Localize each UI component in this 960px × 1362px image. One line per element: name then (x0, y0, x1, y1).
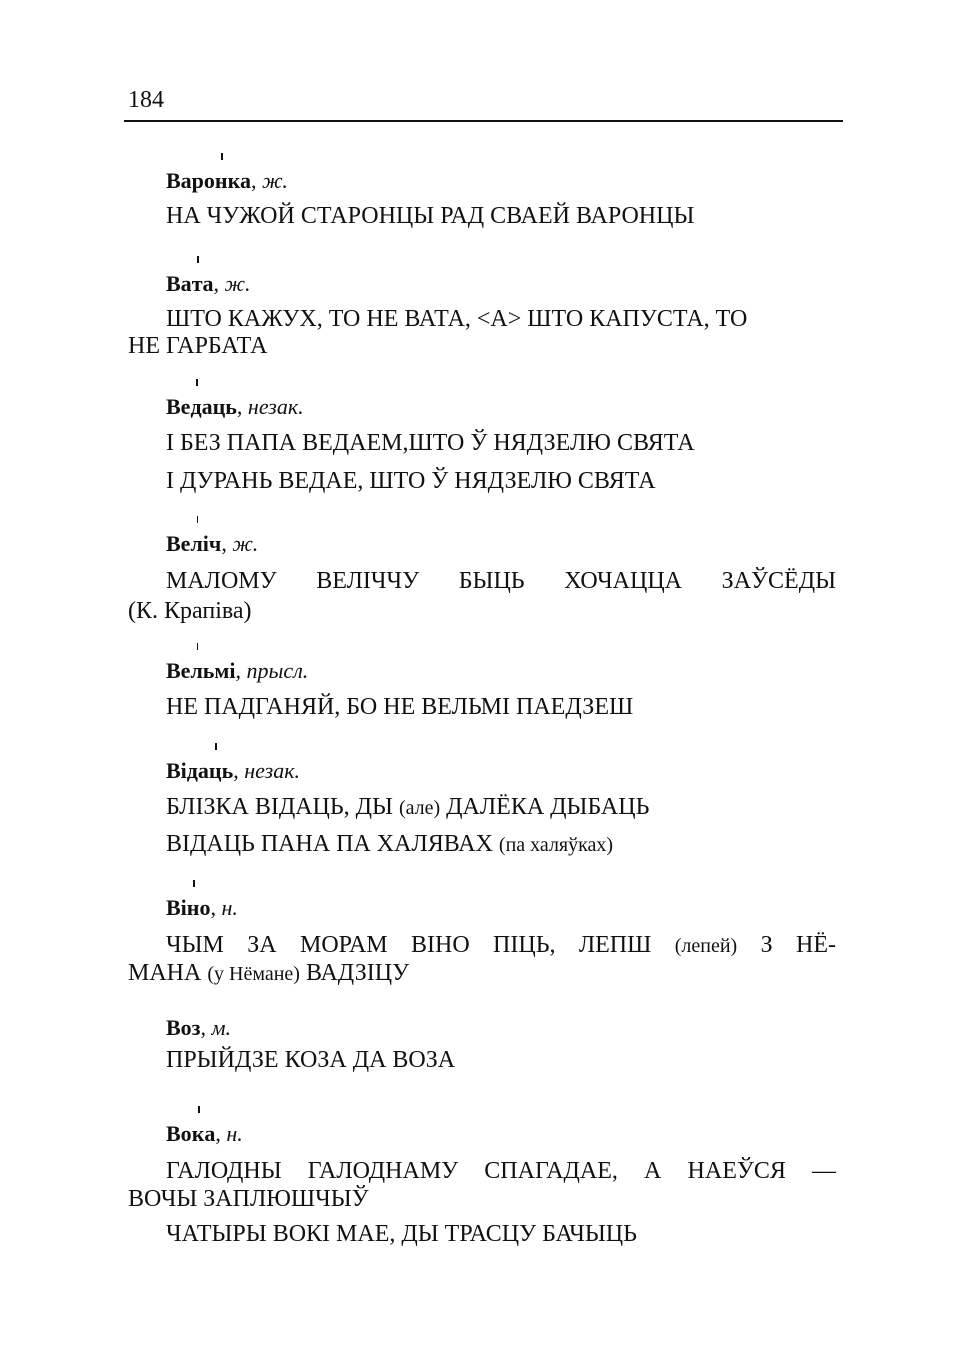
attribution: (К. Крапіва) (128, 598, 252, 624)
proverb-line: МАЛОМУ ВЕЛІЧЧУ БЫЦЬ ХОЧАЦЦА ЗАЎСЁДЫ (166, 568, 836, 594)
grammar-label: ж. (261, 168, 288, 193)
variant-note: (але) (398, 797, 441, 819)
headword: Відаць, незак. (166, 758, 301, 783)
proverb-line: НЕ ПАДГАНЯЙ, БО НЕ ВЕЛЬМІ ПАЕДЗЕШ (166, 694, 634, 720)
grammar-label: незак. (244, 758, 301, 783)
headword-text: Відаць (166, 758, 234, 783)
proverb-line: ВОЧЫ ЗАПЛЮШЧЫЎ (128, 1186, 369, 1212)
headword: Варонка, ж. (166, 168, 288, 193)
headword: Веліч, ж. (166, 531, 259, 556)
headword-text: Ведаць (166, 394, 237, 419)
proverb-line: БЛІЗКА ВІДАЦЬ, ДЫ (але) ДАЛЁКА ДЫБАЦЬ (166, 794, 650, 820)
variant-note: (у Нёмане) (207, 963, 300, 985)
grammar-label: прысл. (246, 658, 309, 683)
page-number: 184 (128, 87, 164, 113)
variant-note: (лепей) (674, 935, 738, 957)
variant-note: (па халяўках) (498, 834, 614, 856)
proverb-line: НА ЧУЖОЙ СТАРОНЦЫ РАД СВАЕЙ ВАРОНЦЫ (166, 203, 695, 229)
headword: Вельмі, прысл. (166, 658, 309, 683)
headword-text: Віно (166, 895, 211, 920)
proverb-line: ВІДАЦЬ ПАНА ПА ХАЛЯВАХ (па халяўках) (166, 831, 614, 857)
proverb-line: І ДУРАНЬ ВЕДАЕ, ШТО Ў НЯДЗЕЛЮ СВЯТА (166, 468, 656, 494)
headword-text: Веліч (166, 531, 222, 556)
headword-text: Вельмі (166, 658, 236, 683)
proverb-line: ПРЫЙДЗЕ КОЗА ДА ВОЗА (166, 1047, 456, 1073)
headword-text: Воз (166, 1015, 201, 1040)
grammar-label: н. (221, 895, 238, 920)
headword: Вата, ж. (166, 271, 251, 296)
proverb-line: НЕ ГАРБАТА (128, 333, 268, 359)
headword: Ведаць, незак. (166, 394, 304, 419)
grammar-label: м. (211, 1015, 232, 1040)
grammar-label: незак. (247, 394, 304, 419)
proverb-line: ШТО КАЖУХ, ТО НЕ ВАТА, <А> ШТО КАПУСТА, ТО (166, 306, 748, 332)
grammar-label: н. (226, 1121, 243, 1146)
headword-text: Варонка (166, 168, 251, 193)
proverb-line: ЧАТЫРЫ ВОКІ МАЕ, ДЫ ТРАСЦУ БАЧЫЦЬ (166, 1221, 637, 1247)
grammar-label: ж. (232, 531, 259, 556)
headword-text: Вата (166, 271, 214, 296)
proverb-line: ГАЛОДНЫ ГАЛОДНАМУ СПАГАДАЕ, А НАЕЎСЯ — (166, 1158, 836, 1184)
proverb-line: ЧЫМ ЗА МОРАМ ВІНО ПІЦЬ, ЛЕПШ (лепей) З НЁ- (166, 932, 836, 958)
proverb-line: МАНА (у Нёмане) ВАДЗІЦУ (128, 960, 410, 986)
headword: Віно, н. (166, 895, 238, 920)
grammar-label: ж. (224, 271, 251, 296)
proverb-line: І БЕЗ ПАПА ВЕДАЕМ,ШТО Ў НЯДЗЕЛЮ СВЯТА (166, 430, 695, 456)
headword: Воз, м. (166, 1015, 232, 1040)
headword-text: Вока (166, 1121, 216, 1146)
headword: Вока, н. (166, 1121, 243, 1146)
